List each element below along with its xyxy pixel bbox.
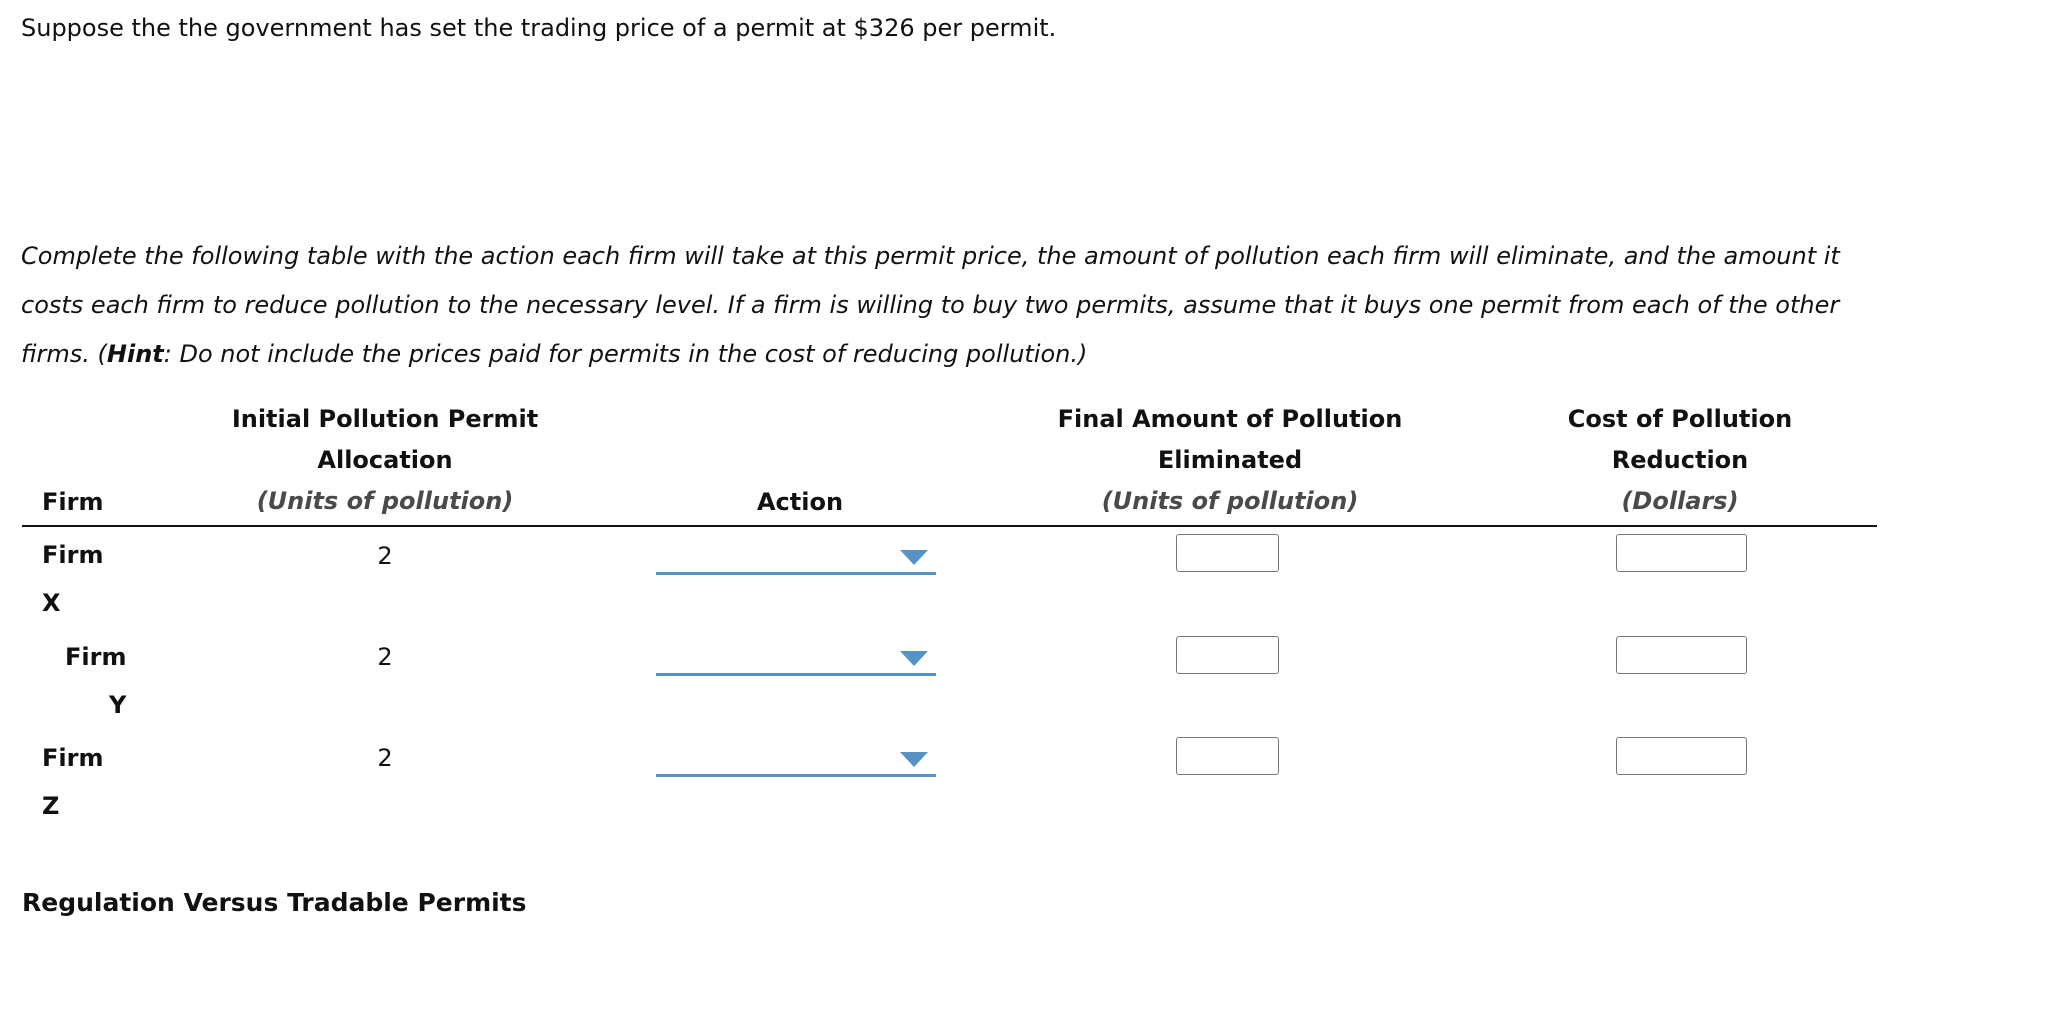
header-cost-line1: Cost of Pollution [1567,405,1793,433]
final-amount-input[interactable] [1176,534,1279,572]
header-final-line2: Eliminated [1157,446,1303,474]
dropdown-arrow-icon [900,651,928,666]
header-final-line1: Final Amount of Pollution [1057,405,1403,433]
firm-label [65,633,126,729]
header-initial-allocation [205,399,565,522]
firm-label [42,734,103,830]
header-firm-label: Firm [42,488,104,516]
cost-input[interactable] [1616,737,1747,775]
intro-text: Suppose the the government has set the trading price of a permit at $326 per permit. [21,14,1057,42]
cost-input[interactable] [1616,636,1747,674]
header-initial-unit: (Units of pollution) [256,487,514,515]
firm-label-line2: Z [42,792,60,820]
action-dropdown[interactable] [656,742,936,777]
header-action [700,482,900,523]
header-final-amount [1030,399,1430,522]
header-initial-line1: Initial Pollution Permit [231,405,539,433]
instructions-part1: Complete the following table with the action each firm will take at this permit price, the amount of pollution each firm will eliminate, and the amount it costs each firm to reduce pollution to the necessary level. If a firm is willing to buy two permits, assume that it buys one permit from each of the other firms. ( [21,242,1840,368]
final-amount-input[interactable] [1176,737,1279,775]
header-firm [42,482,103,523]
header-initial-line2: Allocation [317,446,453,474]
instructions-part2: : Do not include the prices paid for permits in the cost of reducing pollution.) [163,340,1088,368]
firm-label-line2: X [42,589,61,617]
initial-allocation-value: 2 [377,643,393,671]
action-dropdown[interactable] [656,641,936,676]
initial-allocation-value: 2 [377,542,393,570]
section-title: Regulation Versus Tradable Permits [22,888,527,917]
firm-label-line1: Firm [42,541,104,569]
header-divider [22,525,1877,527]
dropdown-arrow-icon [900,752,928,767]
hint-label: Hint [106,340,164,368]
header-cost-unit: (Dollars) [1621,487,1739,515]
firm-label-line1: Firm [65,643,127,671]
dropdown-arrow-icon [900,550,928,565]
header-final-unit: (Units of pollution) [1101,487,1359,515]
header-cost [1535,399,1825,522]
final-amount-input[interactable] [1176,636,1279,674]
cost-input[interactable] [1616,534,1747,572]
initial-allocation-value: 2 [377,744,393,772]
header-cost-line2: Reduction [1611,446,1749,474]
instructions-text [21,232,1901,379]
firm-label [42,531,103,627]
firm-label-line1: Firm [42,744,104,772]
header-action-label: Action [756,488,844,516]
action-dropdown[interactable] [656,540,936,575]
firm-label-line2: Y [109,691,127,719]
